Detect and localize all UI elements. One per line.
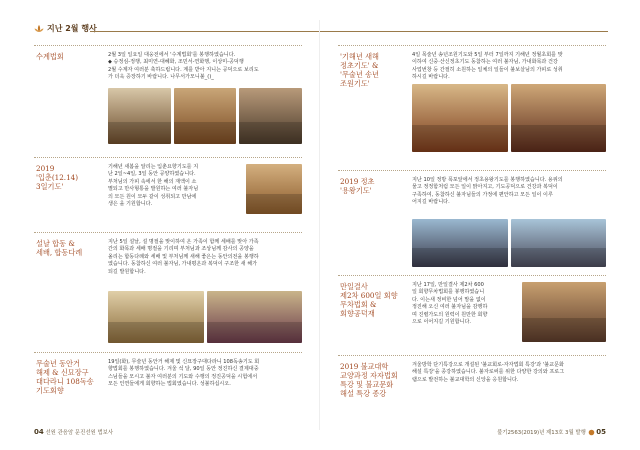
page-number: 04: [34, 428, 44, 436]
section-photos: [108, 88, 302, 144]
section-body: 지난 5일 설날, 설 명절을 맞이하여 온 가족이 함께 세배를 맞아 가족 간의 화목과 세배 명절을 기리며 부처님과 조상님께 감사의 공양을 올리는 합동다례와 세배 및 부처님께 새해 좋은는 동안의전을 봉행하 였습니다. 동참하신 여러 불자님, 가내평온과 복덕이 구조한 새 해가 되길 발원합니다.: [108, 239, 259, 275]
section-title: 2019 '입춘(12.14) 3일기도': [36, 164, 79, 191]
section-body: 지난 17일, 만일결사 제2차 600 일 회향무차법회를 봉행하였습니 다. 이는새 정비한 넘어 맘을 없이 정진해 오신 여러 불자님을 감행하 며 진렬가도의 원력이 원만한 회향 으로 이어지길 기원합니다.: [412, 282, 488, 326]
section-title: 2019 불교대학 교양과정 자자법회 특강 및 불교문화 해설 특강 종강: [340, 362, 398, 398]
photo: [246, 164, 302, 214]
section-title: '기해년 새해 정초기도' & '무술년 송년 조원기도': [340, 52, 379, 88]
section-new-year-prayer: [338, 45, 606, 170]
header-title: [34, 23, 97, 34]
photo: [174, 88, 237, 144]
page-header: [34, 24, 608, 38]
photo: [522, 282, 606, 342]
photo: [108, 291, 204, 343]
section-photo-wrap: [522, 282, 606, 342]
section-title: 설날 합동 & 세배, 합동다례: [36, 239, 83, 257]
footer-left: [34, 428, 113, 436]
section-body: 2월 3일 일요일 대웅전에서 '수계법회'를 봉행하였습니다. ◆ 승정심-정행, 최미연-대혜화, 조민서-연화행, 이상미-공덕행 2월 수계자 여러분 축하드립니다. 계를 받아 지니는 공덕으로 보리도 가 더욱 증장하기 바랍니다. 나무서가모니불_()_: [108, 52, 259, 81]
photo: [412, 84, 508, 152]
section-title: 2019 정초 '용왕기도': [340, 177, 375, 195]
section-body: 기해년 새봄을 알리는 입춘요향기도를 지 난 2일~4일, 3일 동안 공양하였습니다. 부처님의 가피 속에서 한 해의 재액이 소 멸되고 만사형통을 발원하는 여러 불자님 의 모든 원이 모두 같이 성취되고 만남에 생은 을 기원합니다.: [108, 164, 199, 208]
photo: [511, 219, 607, 267]
right-page: [338, 45, 606, 420]
page-spine: [319, 20, 320, 430]
section-seollal: [34, 232, 302, 352]
section-ordination: [34, 45, 302, 167]
page-number: 05: [596, 428, 606, 436]
header-title-text: 지난 2월 행사: [47, 24, 97, 33]
section-body: 겨울방학 단기특강으로 개설된 '불교회로-자자법회 특강'과 '불교문화 해설 특강'을 종강하였습니다. 불자로써를 위한 다양한 강의와 프로그 램으로 발전하는 불교대학의 신앙을 응원합니다.: [412, 362, 565, 383]
photo: [412, 219, 508, 267]
section-photos: [412, 84, 606, 152]
section-body: 4일 목술년 송년조원기도와 5일 부터 7일까지 기해년 정월초회를 맞 이하여 신중·산신정초기도 동참하는 여러 불자님, 가내화목과 건강 사업번창 등 간절히 소원하는 일체의 일들이 불보살님의 가피로 성취 하시길 바랍니다.: [412, 52, 563, 81]
footer-text: 불기2563(2019)년 제13호 3월 발행: [497, 430, 586, 436]
section-title: 무술년 동안거 해제 & 신묘장구 대다라니 108독송 기도회향: [36, 359, 94, 395]
section-yongwang: [338, 170, 606, 275]
section-body: 19일(화), 무술년 동안거 해제 및 신묘장구대다라니 108독송기도 회 향법회를 봉행하였습니다. 겨울 석 달, 90일 동안 정진하신 결제대중 스님들을 모시고 불자 여러분의 기도와 수행의 정진공덕을 시험에서 모든 인연들에게 회향하는 법회였습니다. 성불하십시오.: [108, 359, 260, 388]
footer-text: 선원 관음암 문진선원 법보사: [45, 430, 114, 436]
section-ipchun: [34, 157, 302, 232]
left-page: [34, 45, 302, 420]
lotus-icon: [588, 429, 595, 436]
photo: [511, 84, 607, 152]
section-buddhist-college: [338, 355, 606, 420]
section-body: 지난 10일 정방 폭포앞에서 정초용왕기도를 봉행하였습니다. 용위의 물고 정정함처럼 모든 일이 맑아지고, 기도공덕으로 건강과 복덕이 구족하여, 동참하신 불자님들의 가정에 편안하고 모든 일이 이루 어지길 바랍니다.: [412, 177, 563, 206]
section-photo-wrap: [246, 164, 302, 214]
lotus-icon: [34, 24, 44, 34]
section-title: 만일결사 제2차 600일 회향 무차법회 & 회향공덕재: [340, 282, 398, 318]
section-manil: [338, 275, 606, 355]
footer-right: [497, 428, 606, 436]
photo: [239, 88, 302, 144]
photo: [108, 88, 171, 144]
section-photos: [108, 291, 302, 343]
header-rule: [90, 31, 608, 32]
section-photos: [412, 219, 606, 267]
section-retreat: [34, 352, 302, 420]
photo: [207, 291, 303, 343]
section-title: 수계법회: [36, 52, 64, 61]
